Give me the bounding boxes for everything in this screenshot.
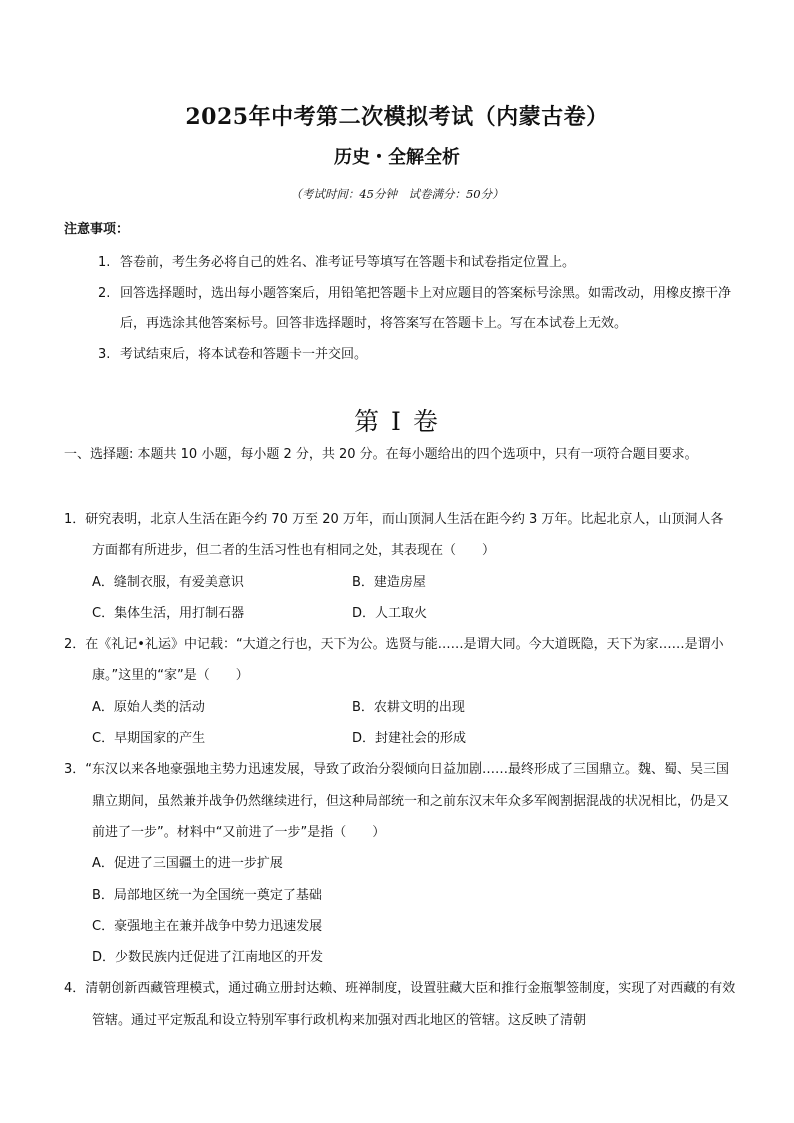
notice-number: 2. — [98, 285, 111, 301]
notice-item — [98, 279, 738, 340]
option-c: C．集体生活，用打制石器 — [92, 605, 245, 621]
section-intro: 一、选择题: 本题共 10 小题，每小题 2 分，共 20 分。在每小题给出的四个选项中，只有一项符合题目要求。 — [64, 447, 698, 462]
question — [64, 973, 736, 1036]
option-b: B．局部地区统一为全国统一奠定了基础 — [92, 887, 322, 903]
notice-heading: 注意事项： — [64, 222, 130, 237]
notice-text: 回答选择题时，选出每小题答案后，用铅笔把答题卡上对应题目的答案标号涂黑。如需改动，用橡皮擦干净后，再选涂其他答案标号。回答非选择题时，将答案写在答题卡上。写在本试卷上无效。 — [120, 285, 732, 331]
notice-number: 3. — [98, 346, 111, 362]
question-list — [64, 504, 736, 1036]
exam-subtitle: 历史・全解全析 — [334, 147, 460, 168]
option-a: A．原始人类的活动 — [92, 699, 205, 715]
question-stem: 4．清朝创新西藏管理模式，通过确立册封达赖、班禅制度，设置驻藏大臣和推行金瓶掣签制度，实现了对西藏的有效管辖。通过平定叛乱和设立特别军事行政机构来加强对西北地区的管辖。这反映了清朝 — [64, 981, 736, 1028]
option-d: D．封建社会的形成 — [352, 731, 467, 747]
notice-number: 1. — [98, 255, 111, 270]
notice-item — [98, 340, 738, 371]
options-row — [64, 567, 736, 630]
options-row — [64, 692, 736, 755]
option-b: B．建造房屋 — [352, 574, 426, 590]
options-column — [64, 848, 736, 973]
notice-list — [98, 248, 738, 370]
option-d: D．少数民族内迁促进了江南地区的开发 — [92, 950, 324, 966]
exam-title: 2025年中考第二次模拟考试（内蒙古卷） — [185, 104, 609, 130]
option-c: C．豪强地主在兼并战争中势力迅速发展 — [92, 918, 323, 934]
question-stem: 2．在《礼记•礼运》中记载：“大道之行也，天下为公。选贤与能……是谓大同。今大道既隐，天下为家……是谓小康。”这里的“家”是（ ） — [64, 637, 724, 684]
section-title: 第 I 卷 — [354, 407, 440, 436]
question — [64, 629, 736, 754]
option-d: D．人工取火 — [352, 605, 428, 621]
exam-info: （考试时间：45分钟 试卷满分：50分） — [290, 187, 504, 201]
question — [64, 504, 736, 629]
option-a: A．缝制衣服，有爱美意识 — [92, 574, 244, 590]
option-c: C．早期国家的产生 — [92, 731, 206, 747]
question-stem: 3．“东汉以来各地豪强地主势力迅速发展，导致了政治分裂倾向日益加剧……最终形成了三国鼎立。魏、蜀、吴三国鼎立期间，虽然兼并战争仍然继续进行，但这种局部统一和之前东汉末年众多军阀割据混战的状况相比，仍是又前进了一步”。材料中“又前进了一步”是指（ ） — [64, 762, 730, 840]
notice-text: 答卷前，考生务必将自己的姓名、准考证号等填写在答题卡和试卷指定位置上。 — [120, 255, 576, 270]
notice-item — [98, 248, 738, 279]
question — [64, 754, 736, 973]
option-b: B．农耕文明的出现 — [352, 699, 465, 715]
notice-text: 考试结束后，将本试卷和答题卡一并交回。 — [120, 346, 368, 362]
question-stem: 1．研究表明，北京人生活在距今约 70 万至 20 万年，而山顶洞人生活在距今约 3 万年。比起北京人，山顶洞人各方面都有所进步，但二者的生活习性也有相同之处，其表现在（ ） — [64, 512, 724, 559]
option-a: A．促进了三国疆土的进一步扩展 — [92, 856, 283, 872]
